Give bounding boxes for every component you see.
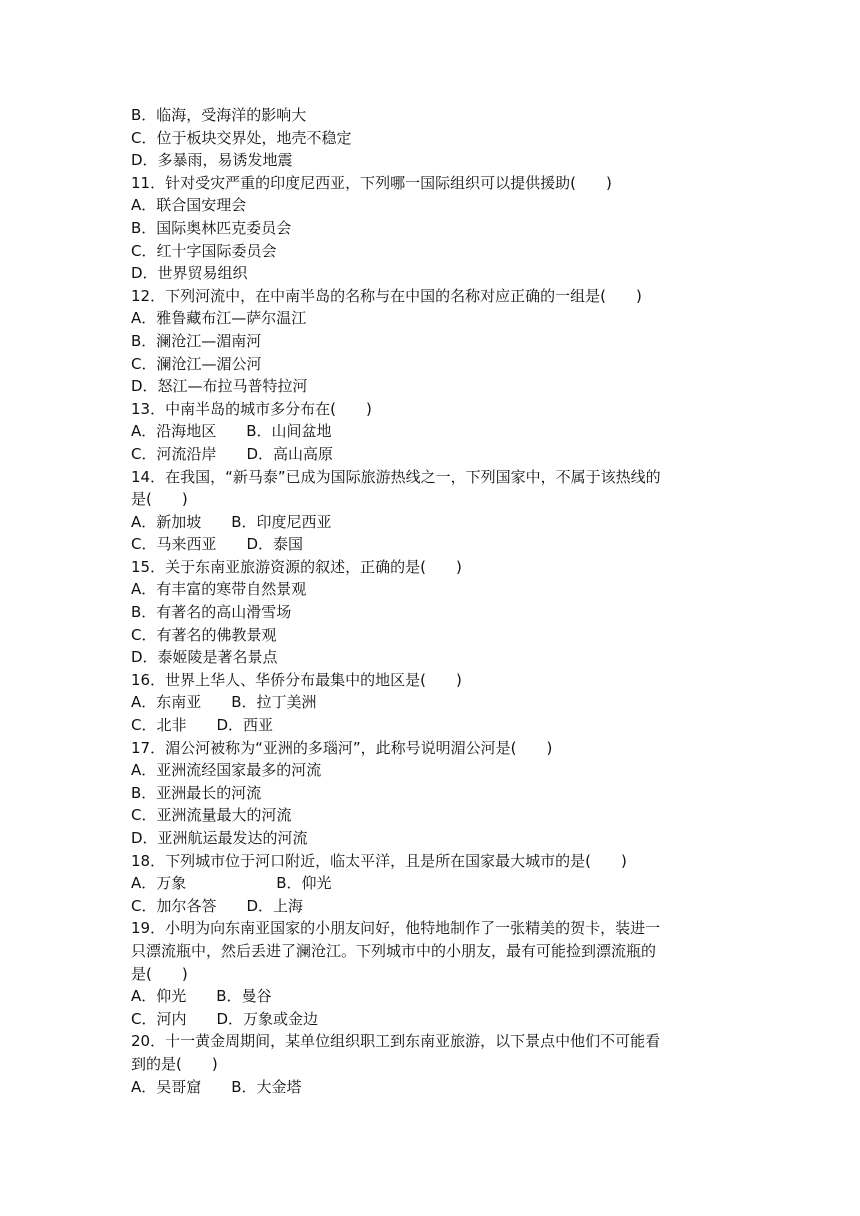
option-line: C．有著名的佛教景观 [131,625,277,644]
question-16: 16．世界上华人、华侨分布最集中的地区是( ) [131,670,462,689]
option-line: C．澜沧江—湄公河 [131,354,262,373]
option-line: C．亚洲流量最大的河流 [131,806,292,825]
option-line: D．亚洲航运最发达的河流 [131,829,308,847]
question-19: 19．小明为向东南亚国家的小朋友问好，他特地制作了一张精美的贺卡，装进一 [131,919,661,938]
question-15: 15．关于东南亚旅游资源的叙述，正确的是( ) [131,557,462,576]
option-line: B．澜沧江—湄南河 [131,331,262,350]
option-line: D．泰姬陵是著名景点 [131,648,278,667]
question-text [131,104,731,1098]
text-line: B．临海，受海洋的影响大 [131,106,307,124]
option-line: D．世界贸易组织 [131,264,248,283]
option-line: C．河内 D．万象或金边 [131,1009,319,1028]
option-line: A．有丰富的寒带自然景观 [131,580,307,599]
option-line: C．加尔各答 D．上海 [131,896,304,915]
option-line: A．联合国安理会 [131,196,247,215]
option-line: A．亚洲流经国家最多的河流 [131,761,322,780]
question-19-cont: 是( ) [131,964,188,983]
question-13: 13．中南半岛的城市多分布在( ) [131,399,372,418]
option-line: C．河流沿岸 D．高山高原 [131,444,334,463]
question-14-cont: 是( ) [131,490,188,509]
question-11: 11．针对受灾严重的印度尼西亚，下列哪一国际组织可以提供援助( ) [131,173,612,192]
option-line: A．仰光 B．曼谷 [131,987,272,1006]
question-12: 12．下列河流中，在中南半岛的名称与在中国的名称对应正确的一组是( ) [131,286,642,305]
question-20-cont: 到的是( ) [131,1054,218,1073]
option-line: B．国际奥林匹克委员会 [131,218,292,237]
text-line: C．位于板块交界处，地壳不稳定 [131,128,352,147]
option-line: A．吴哥窟 B．大金塔 [131,1077,302,1096]
option-line: A．万象 B．仰光 [131,874,332,893]
option-line: A．雅鲁藏布江—萨尔温江 [131,309,307,328]
question-14: 14．在我国，“新马泰”已成为国际旅游热线之一，下列国家中，不属于该热线的 [131,467,661,486]
option-line: A．沿海地区 B．山间盆地 [131,422,332,441]
option-line: D．怒江—布拉马普特拉河 [131,377,308,396]
option-line: B．有著名的高山滑雪场 [131,603,292,622]
option-line: B．亚洲最长的河流 [131,783,262,802]
question-19-cont: 只漂流瓶中，然后丢进了澜沧江。下列城市中的小朋友，最有可能捡到漂流瓶的 [131,941,657,960]
question-17: 17．湄公河被称为“亚洲的多瑙河”，此称号说明湄公河是( ) [131,738,553,757]
option-line: A．东南亚 B．拉丁美洲 [131,693,317,712]
option-line: C．北非 D．西亚 [131,716,274,735]
question-18: 18．下列城市位于河口附近，临太平洋，且是所在国家最大城市的是( ) [131,851,627,870]
option-line: C．红十字国际委员会 [131,241,277,260]
text-line: D．多暴雨，易诱发地震 [131,151,293,170]
question-20: 20．十一黄金周期间，某单位组织职工到东南亚旅游，以下景点中他们不可能看 [131,1032,661,1051]
option-line: C．马来西亚 D．泰国 [131,535,304,554]
option-line: A．新加坡 B．印度尼西亚 [131,512,332,531]
